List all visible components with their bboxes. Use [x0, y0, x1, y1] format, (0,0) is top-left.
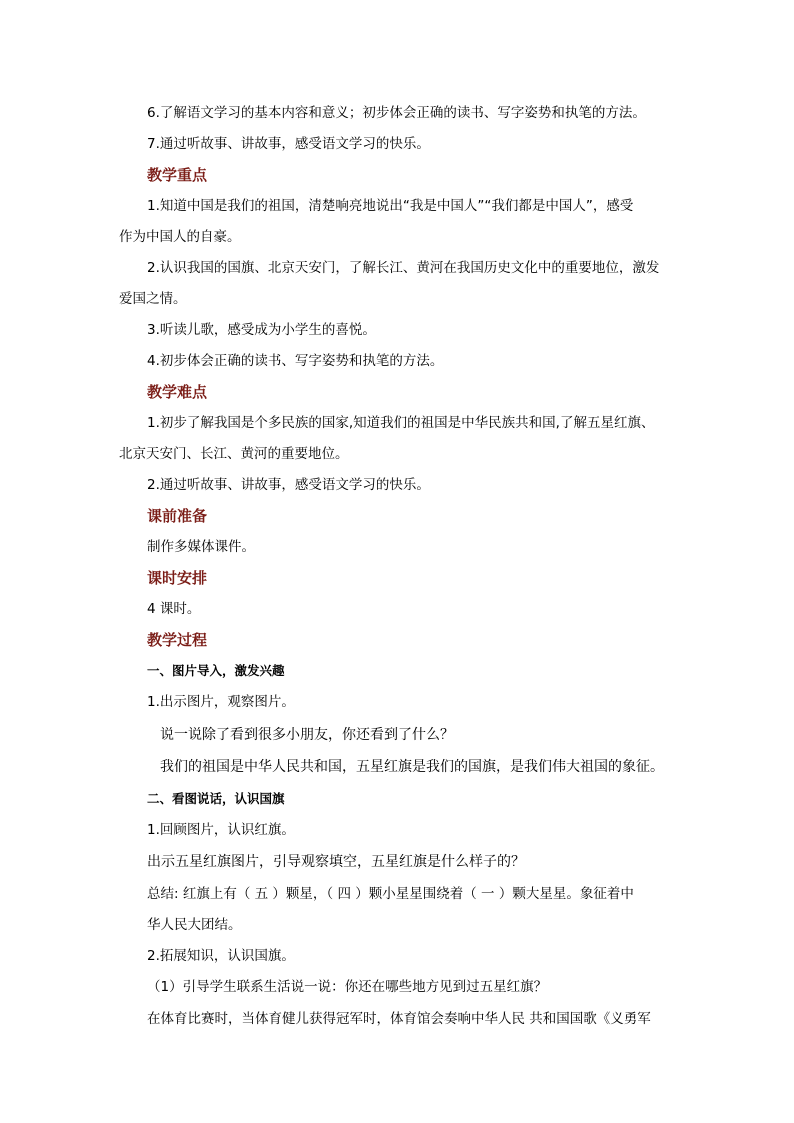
process-step-title: 二、看图说话，认识国旗 — [147, 791, 285, 806]
process-line: 2.拓展知识，认识国旗。 — [147, 948, 295, 964]
key-point-line: 爱国之情。 — [119, 291, 187, 307]
difficult-point-line: 2.通过听故事、讲故事，感受语文学习的快乐。 — [147, 477, 430, 493]
key-point-line: 作为中国人的自豪。 — [119, 229, 241, 245]
section-heading-preparation: 课前准备 — [147, 507, 208, 525]
schedule-text: 4 课时。 — [147, 601, 201, 617]
goal-item: 6.了解语文学习的基本内容和意义；初步体会正确的读书、写字姿势和执笔的方法。 — [147, 105, 646, 121]
difficult-point-line: 北京天安门、长江、黄河的重要地位。 — [119, 446, 349, 462]
process-step-title: 一、图片导入，激发兴趣 — [147, 663, 285, 678]
goal-item: 7.通过听故事、讲故事，感受语文学习的快乐。 — [147, 136, 430, 152]
section-heading-difficult-points: 教学难点 — [147, 383, 208, 401]
key-point-line: 1.知道中国是我们的祖国，清楚响亮地说出“我是中国人”“我们都是中国人”，感受 — [147, 198, 634, 214]
key-point-line: 4.初步体会正确的读书、写字姿势和执笔的方法。 — [147, 353, 444, 369]
process-line: 1.回顾图片，认识红旗。 — [147, 822, 295, 838]
section-heading-schedule: 课时安排 — [147, 569, 208, 587]
preparation-text: 制作多媒体课件。 — [147, 539, 255, 555]
key-point-line: 3.听读儿歌，感受成为小学生的喜悦。 — [147, 322, 376, 338]
difficult-point-line: 1.初步了解我国是个多民族的国家,知道我们的祖国是中华民族共和国,了解五星红旗、 — [147, 415, 655, 431]
process-line: 出示五星红旗图片，引导观察填空，五星红旗是什么样子的？ — [147, 854, 525, 870]
process-line: 我们的祖国是中华人民共和国，五星红旗是我们的国旗，是我们伟大祖国的象征。 — [160, 759, 664, 775]
process-line: 1.出示图片，观察图片。 — [147, 694, 295, 710]
process-line: 在体育比赛时，当体育健儿获得冠军时，体育馆会奏响中华人民 共和国国歌《义勇军 — [147, 1011, 651, 1027]
process-line: （1）引导学生联系生活说一说：你还在哪些地方见到过五星红旗？ — [147, 979, 548, 995]
process-line: 总结: 红旗上有（ 五 ）颗星，（ 四 ）颗小星星围绕着（ 一 ）颗大星星。象征着中 — [147, 886, 634, 902]
process-line: 说一说除了看到很多小朋友，你还看到了什么？ — [160, 727, 454, 743]
process-line: 华人民大团结。 — [147, 917, 242, 933]
section-heading-process: 教学过程 — [147, 631, 208, 649]
section-heading-key-points: 教学重点 — [147, 166, 208, 184]
key-point-line: 2.认识我国的国旗、北京天安门，了解长江、黄河在我国历史文化中的重要地位，激发 — [147, 260, 660, 276]
